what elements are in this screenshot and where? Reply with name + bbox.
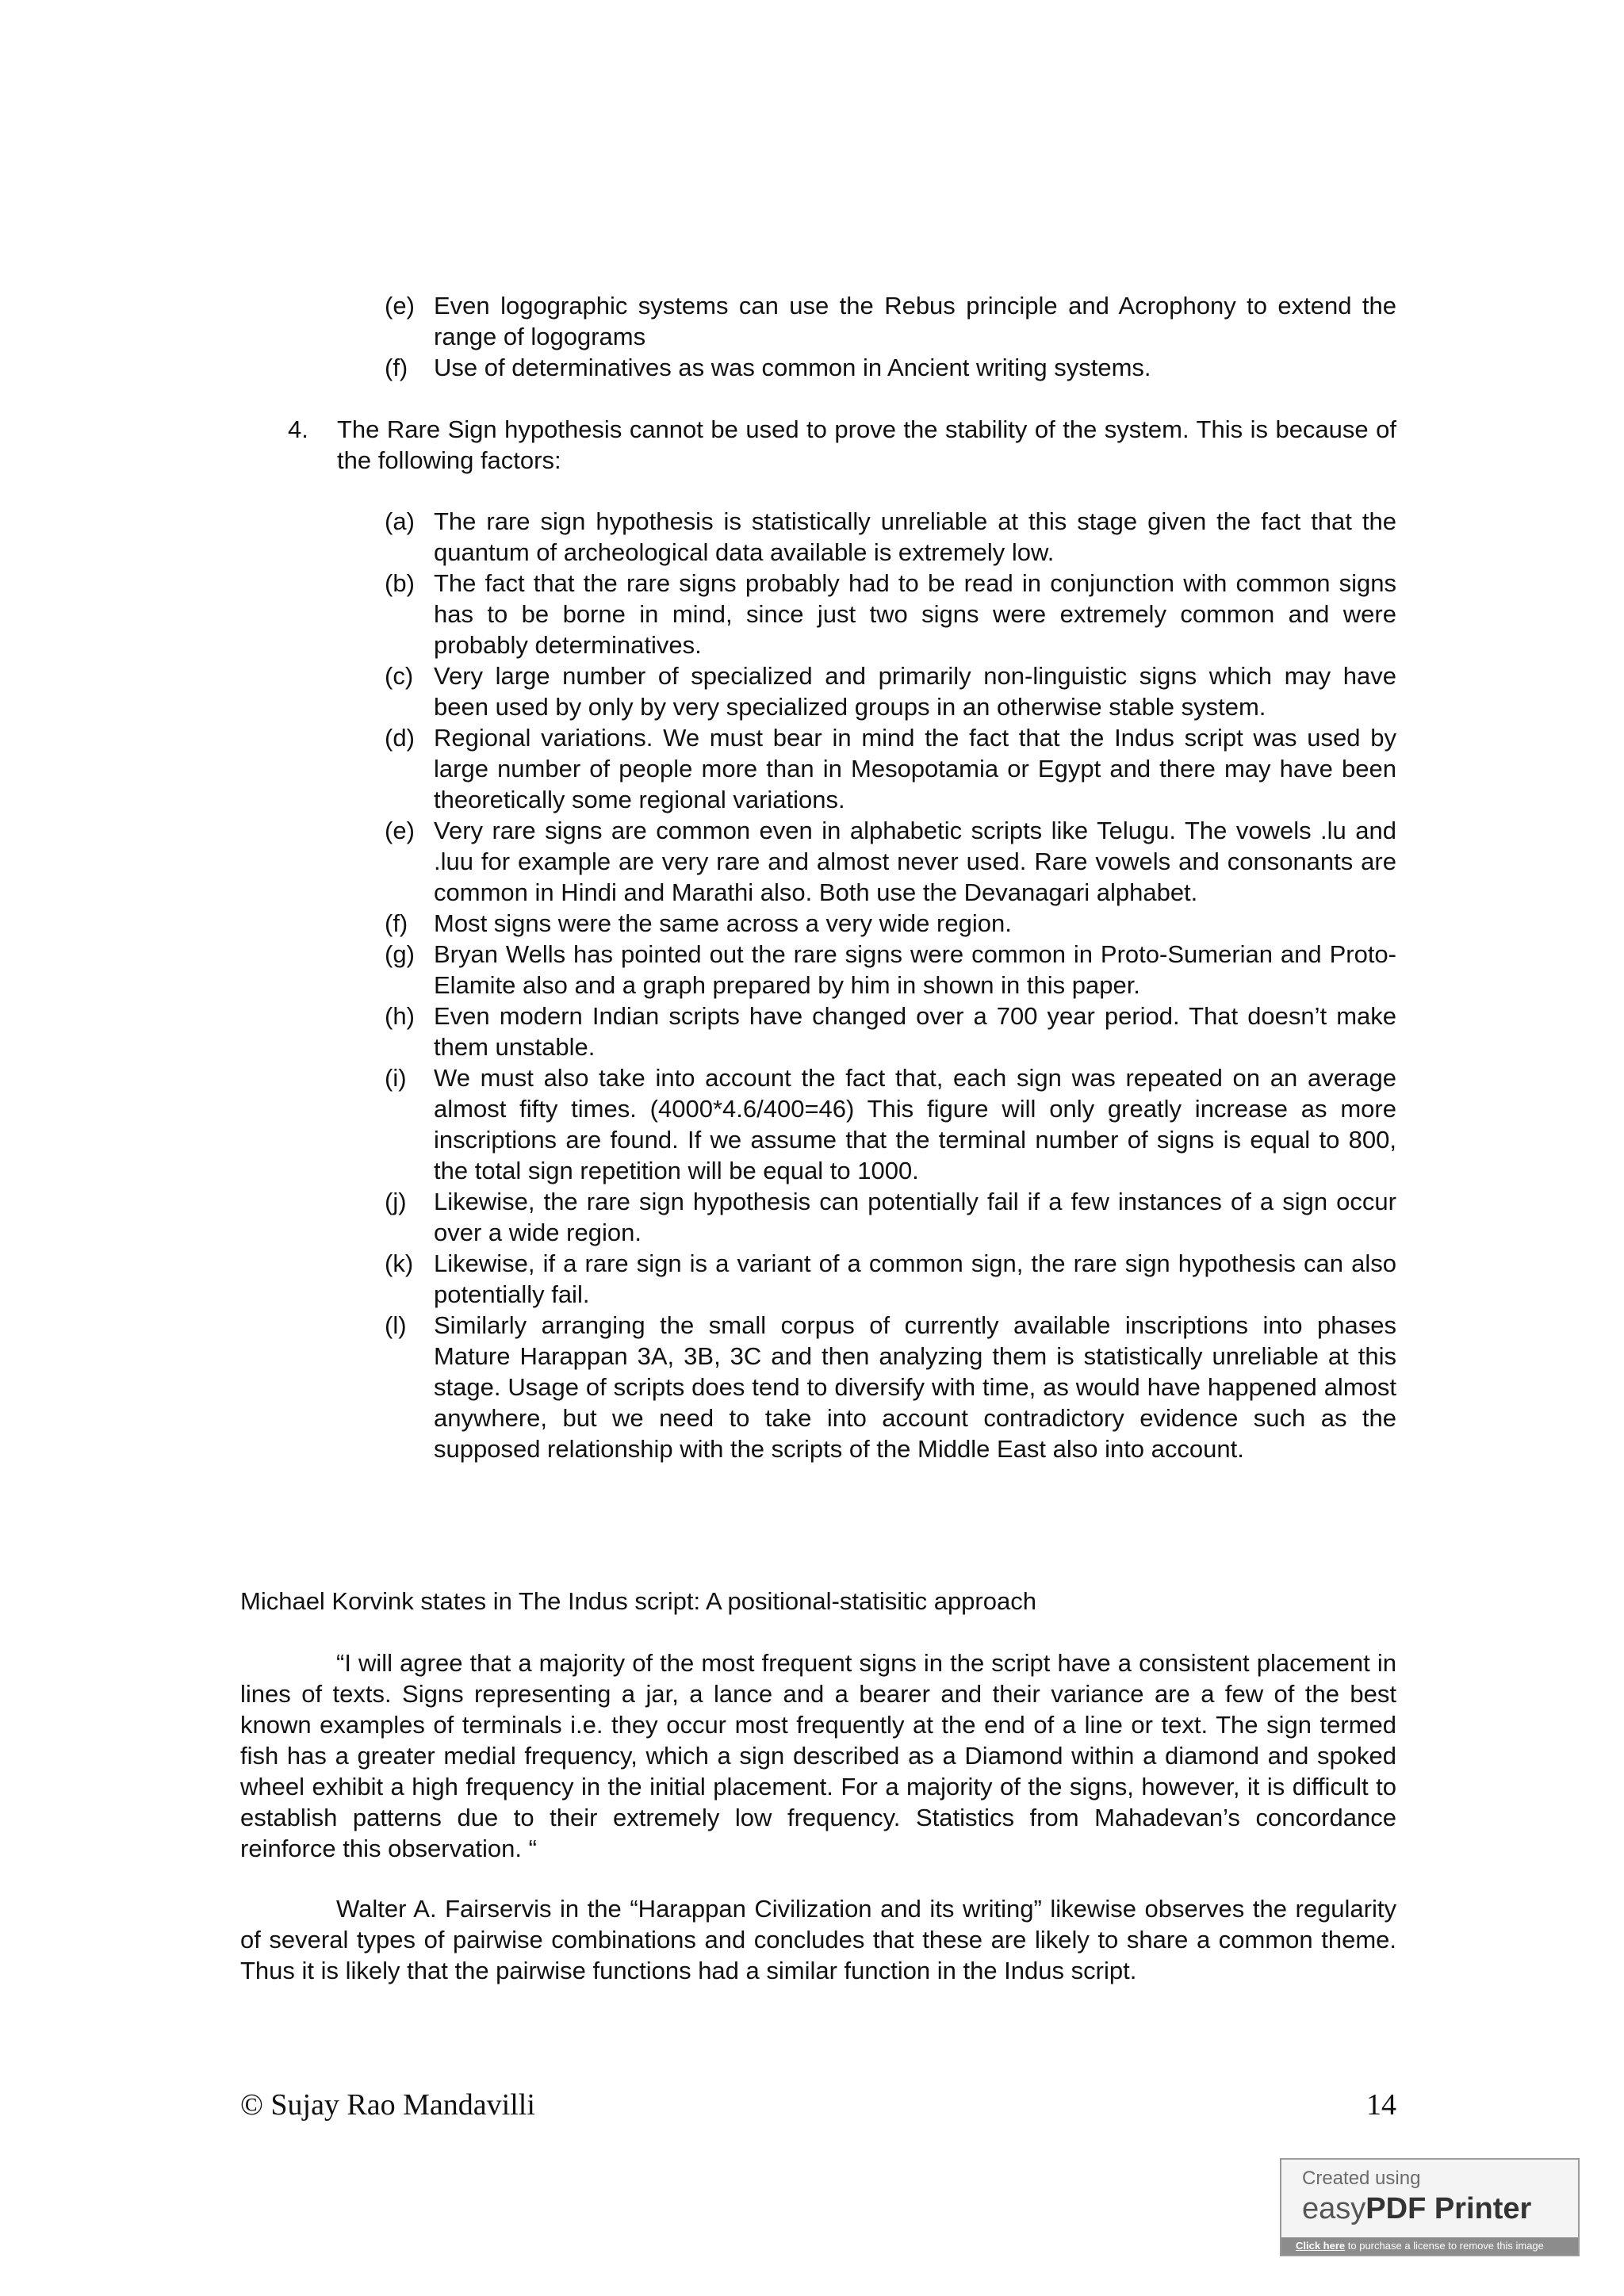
list-marker: (i)	[385, 1064, 407, 1092]
list-item-text: The fact that the rare signs probably had to be read in conjunction with common signs has to be borne in mind, since just two signs were extremely common and were probably determinatives.	[434, 569, 1396, 659]
list-item	[385, 815, 1396, 908]
list-item-text: The rare sign hypothesis is statistically unreliable at this stage given the fact that the quantum of archeological data available is extremely low.	[434, 507, 1396, 566]
list-marker: (b)	[385, 569, 415, 597]
point-text: The Rare Sign hypothesis cannot be used to prove the stability of the system. This is because of the following factors:	[337, 415, 1396, 474]
list-marker: (a)	[385, 507, 415, 535]
list-marker: (h)	[385, 1002, 415, 1030]
list-item-text: Similarly arranging the small corpus of currently available inscriptions into phases Mature Harappan 3A, 3B, 3C and then analyzing them is statistically unreliable at this stage. Usage of scripts does tend to diversify with time, as would have happened almost anywhere, but we need to take into account contradictory evidence such as the supposed relationship with the scripts of the Middle East also into account.	[434, 1311, 1396, 1463]
list-item-text: Likewise, if a rare sign is a variant of a common sign, the rare sign hypothesis can also potentially fail.	[434, 1249, 1396, 1308]
continued-list	[385, 290, 1396, 383]
korvink-statement: Michael Korvink states in The Indus script: A positional-statisitic approach	[240, 1587, 1036, 1615]
watermark-brand-light: easy	[1302, 2192, 1366, 2225]
list-item	[385, 1062, 1396, 1186]
watermark-purchase-bar[interactable]	[1281, 2237, 1578, 2255]
list-item-text: Very rare signs are common even in alphabetic scripts like Telugu. The vowels .lu and .luu for example are very rare and almost never used. Rare vowels and consonants are common in Hindi and Marathi also. Both use the Devanagari alphabet.	[434, 817, 1396, 906]
watermark-brand-bold: PDF Printer	[1365, 2192, 1532, 2225]
list-marker: (g)	[385, 940, 415, 968]
list-item-text: Even logographic systems can use the Rebus principle and Acrophony to extend the range of logograms	[434, 292, 1396, 350]
page-number: 14	[1366, 2088, 1396, 2122]
list-item	[385, 722, 1396, 815]
list-item-text: Use of determinatives as was common in Ancient writing systems.	[434, 354, 1151, 381]
list-item	[385, 1186, 1396, 1248]
korvink-quote: “I will agree that a majority of the most frequent signs in the script have a consistent placement in lines of texts. Signs representing a jar, a lance and a bearer and their variance are a few of the best known examples of terminals i.e. they occur most frequently at the end of a line or text. The sign termed fish has a greater medial frequency, which a sign described as a Diamond within a diamond and spoked wheel exhibit a high frequency in the initial placement. For a majority of the signs, however, it is difficult to establish patterns due to their extremely low frequency. Statistics from Mahadevan’s concordance reinforce this observation. “	[240, 1649, 1396, 1862]
list-item	[385, 568, 1396, 660]
list-marker: (k)	[385, 1249, 414, 1277]
list-item	[385, 1248, 1396, 1310]
list-item-text: We must also take into account the fact that, each sign was repeated on an average almost fifty times. (4000*4.6/400=46) This figure will only greatly increase as more inscriptions are found. If we assume that the terminal number of signs is equal to 800, the total sign repetition will be equal to 1000.	[434, 1064, 1396, 1184]
list-marker: (f)	[385, 909, 408, 937]
list-item	[385, 1001, 1396, 1062]
list-marker: (e)	[385, 817, 415, 844]
list-item	[385, 908, 1396, 939]
list-marker: (j)	[385, 1188, 407, 1215]
list-marker: (f)	[385, 354, 408, 381]
list-item	[385, 352, 1396, 383]
list-item-text: Likewise, the rare sign hypothesis can potentially fail if a few instances of a sign occur over a wide region.	[434, 1188, 1396, 1246]
point-number: 4.	[288, 415, 308, 443]
numbered-point-4	[288, 414, 1396, 476]
list-marker: (l)	[385, 1311, 407, 1339]
list-item-text: Regional variations. We must bear in mind the fact that the Indus script was used by large number of people more than in Mesopotamia or Egypt and there may have been theoretically some regional variations.	[434, 724, 1396, 813]
list-marker: (c)	[385, 662, 414, 690]
list-item	[385, 506, 1396, 568]
list-item-text: Bryan Wells has pointed out the rare signs were common in Proto-Sumerian and Proto-Elamite also and a graph prepared by him in shown in this paper.	[434, 940, 1396, 999]
list-marker: (d)	[385, 724, 415, 752]
watermark-badge[interactable]	[1280, 2158, 1580, 2256]
list-item-text: Even modern Indian scripts have changed over a 700 year period. That doesn’t make them unstable.	[434, 1002, 1396, 1061]
watermark-brand-logo	[1302, 2191, 1531, 2226]
list-item	[385, 660, 1396, 722]
watermark-bar-text: to purchase a license to remove this image	[1345, 2240, 1544, 2252]
list-item	[385, 939, 1396, 1001]
list-item-text: Very large number of specialized and primarily non-linguistic signs which may have been used by only by very specialized groups in an otherwise stable system.	[434, 662, 1396, 721]
factors-list	[385, 506, 1396, 1464]
footer-copyright: © Sujay Rao Mandavilli	[240, 2088, 535, 2122]
list-item	[385, 290, 1396, 352]
list-marker: (e)	[385, 292, 415, 320]
fairservis-paragraph: Walter A. Fairservis in the “Harappan Civilization and its writing” likewise observes the regularity of several types of pairwise combinations and concludes that these are likely to share a common theme. Thus it is likely that the pairwise functions had a similar function in the Indus script.	[240, 1895, 1396, 1984]
list-item-text: Most signs were the same across a very wide region.	[434, 909, 1012, 937]
watermark-created-text: Created using	[1302, 2168, 1421, 2189]
watermark-click-here-link[interactable]: Click here	[1296, 2240, 1346, 2252]
list-item	[385, 1310, 1396, 1464]
